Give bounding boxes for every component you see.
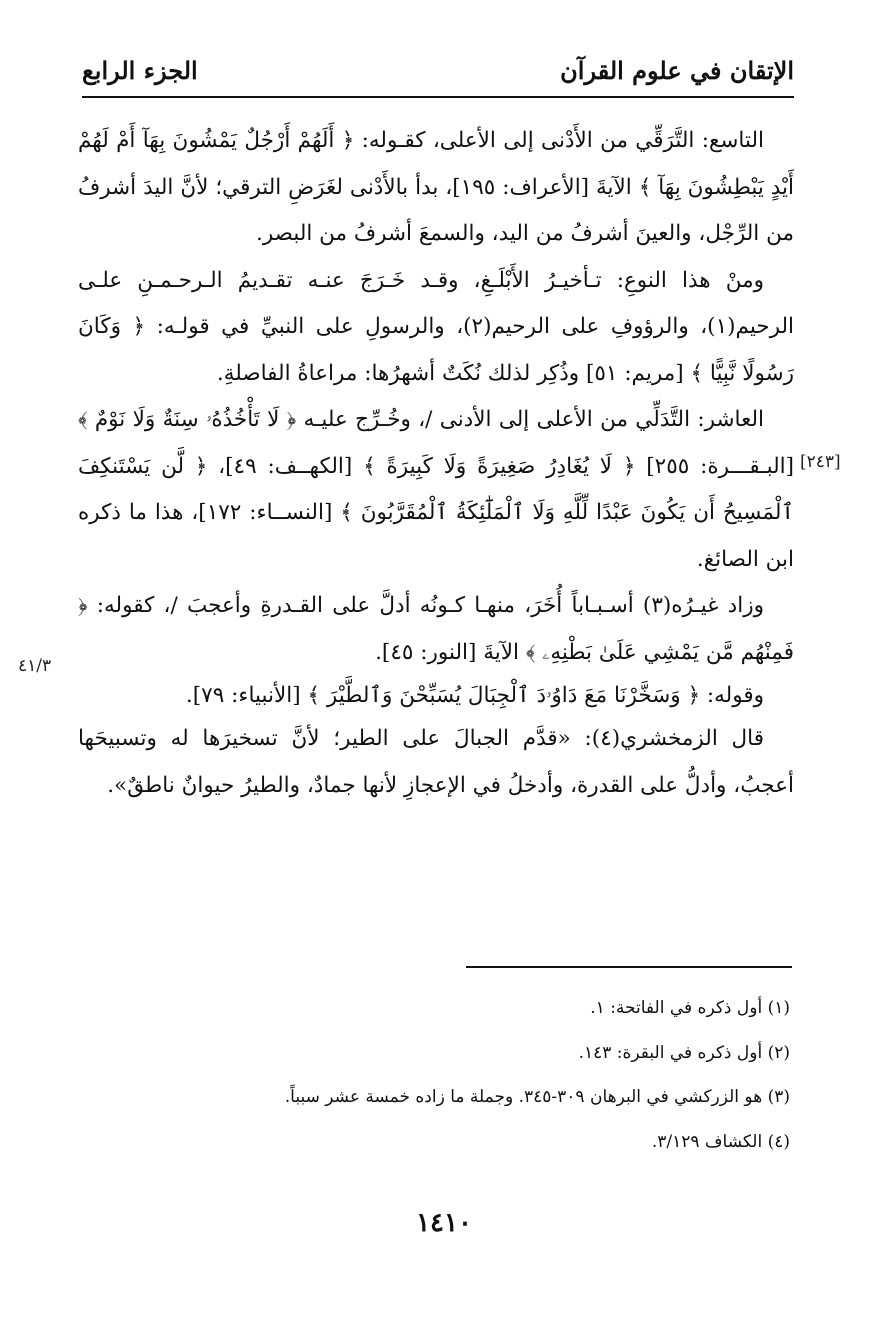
paragraph-zamakhshari: قال الزمخشري(٤): «قدَّم الجبالَ على الطير؛ لأنَّ تسخيرَها له وتسبيحَها أعجبُ، وأدلُّ على القدرة، وأدخلُ في الإعجازِ لأنها جمادٌ، والطيرُ حيوانٌ ناطقٌ». xyxy=(78,726,794,798)
paragraph-this-type: ومنْ هذا النوعِ: تـأخيـرُ الأَبْلَـغِ، وقـد خَـرَجَ عنـه تقـديمُ الـرحـمـنِ علـى الرحيم(١)، والرؤوفِ على الرحيم(٢)، والرسولِ على النبيِّ في قولـه: ﴿ وَكَانَ رَسُولًا نَّبِيًّا ﴾ [مريم: ٥١] وذُكِر لذلك نُكَتٌ أشهرُها: مراعاةُ الفاصلةِ. xyxy=(78,267,794,386)
footnote-separator xyxy=(466,966,792,968)
footnotes xyxy=(78,986,790,1164)
footnote-4: (٤) الكشاف ٣/١٢٩. xyxy=(651,1131,790,1152)
footnote-2: (٢) أول ذكره في البقرة: ١٤٣. xyxy=(578,1042,790,1063)
part-title: الجزء الرابع xyxy=(82,56,198,85)
paragraph-tenth: العاشر: التَّدَلِّي من الأعلى إلى الأدنى /، وخُـرِّج عليـه ﴿ لَا تَأْخُذُهُۥ سِنَةٌ وَلَا نَوْمٌ ﴾ [البـقـــرة: ٢٥٥] ﴿ لَا يُغَادِرُ صَغِيرَةً وَلَا كَبِيرَةً ﴾ [الكهــف: ٤٩]، ﴿ لَّن يَسْتَنكِفَ ٱلْمَسِيحُ أَن يَكُونَ عَبْدًا لِّلَّهِ وَلَا ٱلْمَلَٰٓئِكَةُ ٱلْمُقَرَّبُونَ ﴾ [النســاء: ١٧٢]، هذا ما ذكره ابن الصائغ. xyxy=(78,407,795,572)
book-title: الإتقان في علوم القرآن xyxy=(560,56,794,85)
margin-volume-ref: ٤١/٣ xyxy=(18,656,52,676)
main-text xyxy=(78,118,794,809)
paragraph-quote-anbiya: وقوله: ﴿ وَسَخَّرْنَا مَعَ دَاوُۥدَ ٱلْجِبَالَ يُسَبِّحْنَ وَٱلطَّيْرَ ﴾ [الأنبياء: ٧٩]. xyxy=(185,683,764,708)
page-header xyxy=(82,52,794,98)
footnote-1: (١) أول ذكره في الفاتحة: ١. xyxy=(590,998,790,1018)
footnote-3: (٣) هو الزركشي في البرهان ٣٠٩-٣٤٥. وجملة ما زاده خمسة عشر سبباً. xyxy=(284,1087,790,1107)
paragraph-other-reasons: وزاد غيـرُه(٣) أسـبـاباً أُخَرَ، منهـا كـونُه أدلَّ على القـدرةِ وأعجبَ /، كقوله: ﴿ فَمِنْهُم مَّن يَمْشِي عَلَىٰ بَطْنِهِۦ ﴾ الآيةَ [النور: ٤٥]. xyxy=(78,593,794,665)
page-number: ١٤١٠ xyxy=(416,1208,472,1238)
margin-page-ref-243: [۲٤٣] xyxy=(800,452,841,472)
paragraph-ninth: التاسع: التَّرَقِّي من الأَدْنى إلى الأعلى، كقـوله: ﴿ أَلَهُمْ أَرْجُلٌ يَمْشُونَ بِهَآ أَمْ لَهُمْ أَيْدٍ يَبْطِشُونَ بِهَآ ﴾ الآيةَ [الأعراف: ١٩٥]، بدأ بالأَدْنى لغَرَضِ الترقي؛ لأنَّ اليدَ أشرفُ من الرِّجْل، والعينَ أشرفُ من اليد، والسمعَ أشرفُ من البصر. xyxy=(78,128,794,246)
